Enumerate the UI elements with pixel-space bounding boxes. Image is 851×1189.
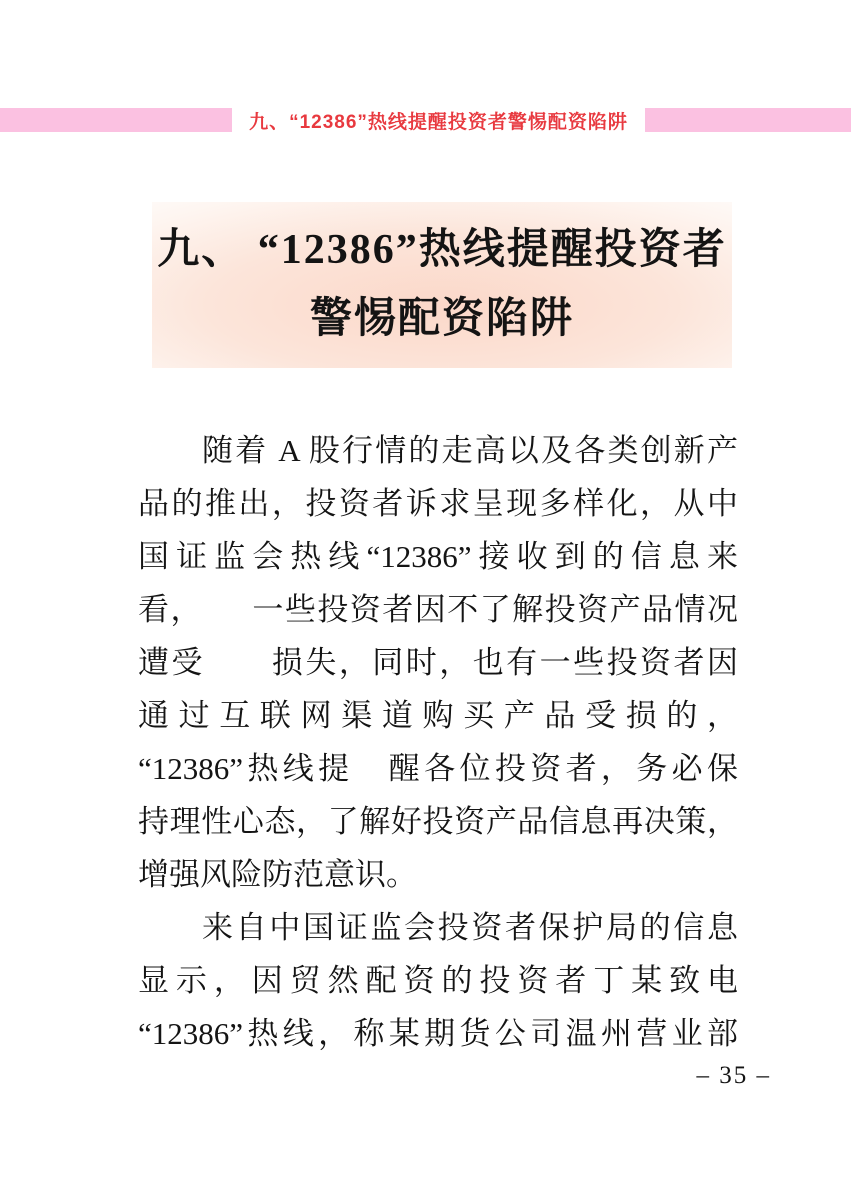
paragraph1-line: “12386”热线提 醒各位投资者，务必保 [138, 751, 738, 786]
paragraph1-line: 随着 A 股行情的走高以及各类创新产 [202, 433, 738, 468]
paragraph2-line: 显示，因贸然配资的投资者丁某致电 [138, 963, 738, 998]
header-bar-right [645, 108, 851, 132]
paragraph1-line: 品的推出，投资者诉求呈现多样化，从中 [138, 486, 738, 521]
paragraph2-line: “12386”热线，称某期货公司温州营业部 [138, 1016, 738, 1051]
paragraph1-line: 国证监会热线“12386”接收到的信息来 [138, 539, 738, 574]
header-bar-left [0, 108, 232, 132]
paragraph1-line: 遭受 损失，同时，也有一些投资者因 [138, 645, 738, 680]
body-text [138, 424, 738, 1060]
paragraph1-line: 增强风险防范意识。 [138, 857, 417, 892]
page-number: – 35 – [696, 1062, 771, 1089]
chapter-title-block [152, 202, 732, 368]
running-header-title: 九、“12386”热线提醒投资者警惕配资陷阱 [249, 111, 628, 133]
paragraph1-line: 持理性心态，了解好投资产品信息再决策， [138, 804, 738, 839]
chapter-title-line-1: 九、 “12386”热线提醒投资者 [157, 227, 727, 273]
running-header [0, 108, 851, 132]
chapter-title-line-2: 警惕配资陷阱 [309, 296, 574, 342]
paragraph2-line: 来自中国证监会投资者保护局的信息 [202, 910, 738, 945]
paragraph1-line: 通过互联网渠道购买产品受损的， [138, 698, 738, 733]
paragraph1-line: 看， 一些投资者因不了解投资产品情况 [138, 592, 738, 627]
